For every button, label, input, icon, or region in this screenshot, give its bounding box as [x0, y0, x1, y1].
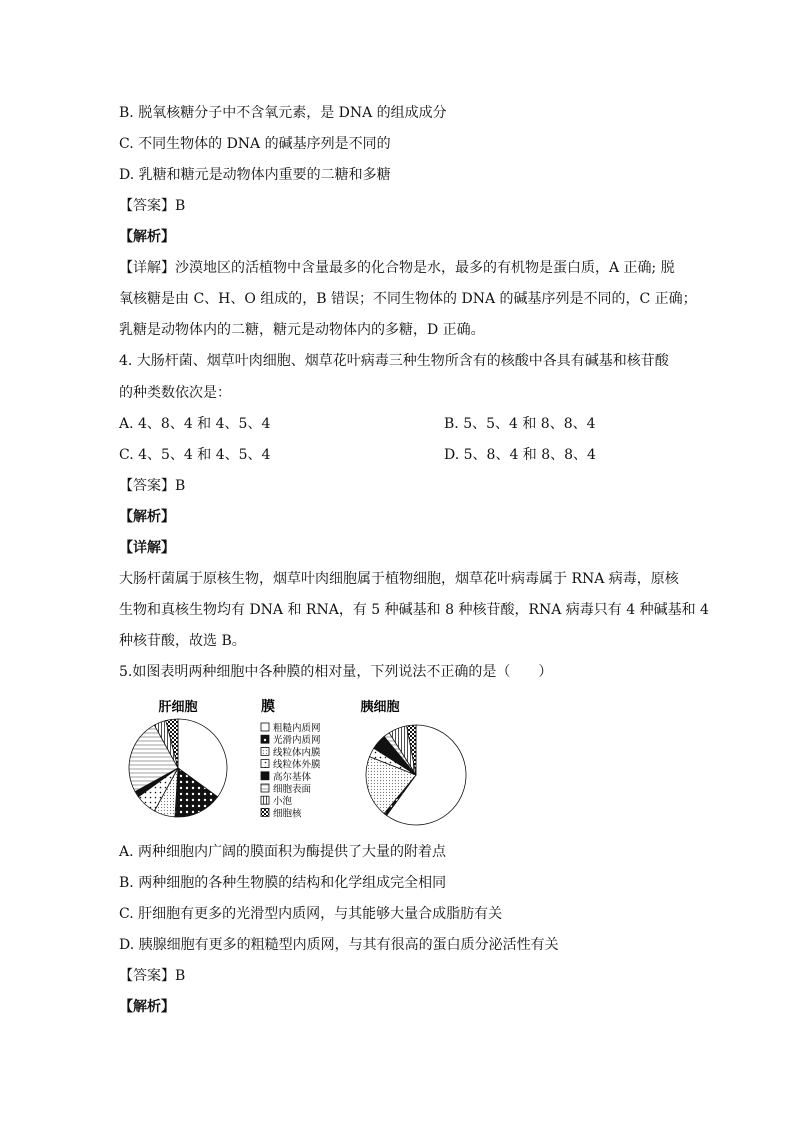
legend-label-7: 小泡	[273, 796, 293, 808]
q5-stem: 5.如图表明两种细胞中各种膜的相对量，下列说法不正确的是（ ）	[119, 664, 553, 680]
q3-detail-line-2: 氧核糖是由 C、H、O 组成的，B 错误；不同生物体的 DNA 的碱基序列是不同的，C 正确；	[119, 291, 697, 307]
q5-option-d: D. 胰腺细胞有更多的粗糙型内质网，与其有很高的蛋白质分泌活性有关	[119, 937, 559, 953]
q3-option-c: C. 不同生物体的 DNA 的碱基序列是不同的	[119, 136, 391, 152]
legend-swatch-3	[261, 747, 269, 755]
legend-swatch-2	[261, 735, 269, 743]
q5-option-c: C. 肝细胞有更多的光滑型内质网，与其能够大量合成脂肪有关	[119, 906, 503, 922]
legend-swatch-5	[261, 772, 269, 780]
q4-option-d: D. 5、8、4 和 8、8、4	[444, 447, 596, 463]
legend-title: 膜	[261, 699, 275, 715]
q3-detail-line-1: 【详解】沙漠地区的活植物中含量最多的化合物是水，最多的有机物是蛋白质，A 正确; 脱	[119, 260, 675, 276]
legend-swatch-8	[261, 808, 269, 816]
legend-label-8: 细胞核	[273, 808, 302, 820]
legend-label-4: 线粒体外膜	[273, 759, 321, 771]
q4-detail-line-1: 大肠杆菌属于原核生物，烟草叶肉细胞属于植物细胞，烟草花叶病毒属于 RNA 病毒，原核	[119, 571, 679, 587]
q5-analysis-label: 【解析】	[119, 999, 175, 1015]
q3-option-d: D. 乳糖和糖元是动物体内重要的二糖和多糖	[119, 167, 391, 183]
legend-label-3: 线粒体内膜	[273, 747, 321, 759]
q5-answer: 【答案】B	[119, 968, 186, 984]
q3-option-b: B. 脱氧核糖分子中不含氧元素，是 DNA 的组成成分	[119, 105, 447, 121]
q4-analysis-label: 【解析】	[119, 509, 175, 525]
q4-detail-line-3: 种核苷酸，故选 B。	[119, 633, 246, 649]
q3-detail-line-3: 乳糖是动物体内的二糖，糖元是动物体内的多糖，D 正确。	[119, 322, 485, 338]
q4-option-c: C. 4、5、4 和 4、5、4	[119, 447, 271, 463]
liver-pie-title: 肝细胞	[158, 700, 198, 715]
legend-label-5: 高尔基体	[273, 771, 312, 783]
q5-option-b: B. 两种细胞的各种生物膜的结构和化学组成完全相同	[119, 875, 447, 891]
legend-swatch-6	[261, 784, 269, 792]
q3-analysis-label: 【解析】	[119, 229, 175, 245]
q3-answer: 【答案】B	[119, 198, 186, 214]
membrane-pie-figure	[118, 695, 478, 830]
q5-option-a: A. 两种细胞内广阔的膜面积为酶提供了大量的附着点	[119, 844, 447, 860]
legend-swatch-4	[261, 760, 269, 768]
q4-option-a: A. 4、8、4 和 4、5、4	[119, 416, 271, 432]
q4-answer: 【答案】B	[119, 478, 186, 494]
q4-stem-line-2: 的种类数依次是：	[119, 385, 231, 401]
legend-label-6: 细胞表面	[273, 784, 312, 795]
legend-swatch-7	[261, 796, 269, 804]
pancreas-pie-title: 胰细胞	[360, 700, 400, 715]
liver-pie	[129, 719, 227, 817]
pancreas-pie	[366, 725, 466, 825]
legend-label-2: 光滑内质网	[273, 735, 321, 747]
q4-option-b: B. 5、5、4 和 8、8、4	[444, 416, 596, 432]
q4-detail-line-2: 生物和真核生物均有 DNA 和 RNA，有 5 种碱基和 8 种核苷酸，RNA 病毒只有 4 种碱基和 4	[119, 602, 709, 618]
legend-swatch-1	[261, 723, 269, 731]
q4-stem-line-1: 4. 大肠杆菌、烟草叶肉细胞、烟草花叶病毒三种生物所含有的核酸中各具有碱基和核苷酸	[119, 353, 669, 369]
legend-label-1: 粗糙内质网	[273, 723, 321, 734]
q4-detail-label: 【详解】	[119, 540, 175, 556]
membrane-legend	[261, 722, 321, 819]
